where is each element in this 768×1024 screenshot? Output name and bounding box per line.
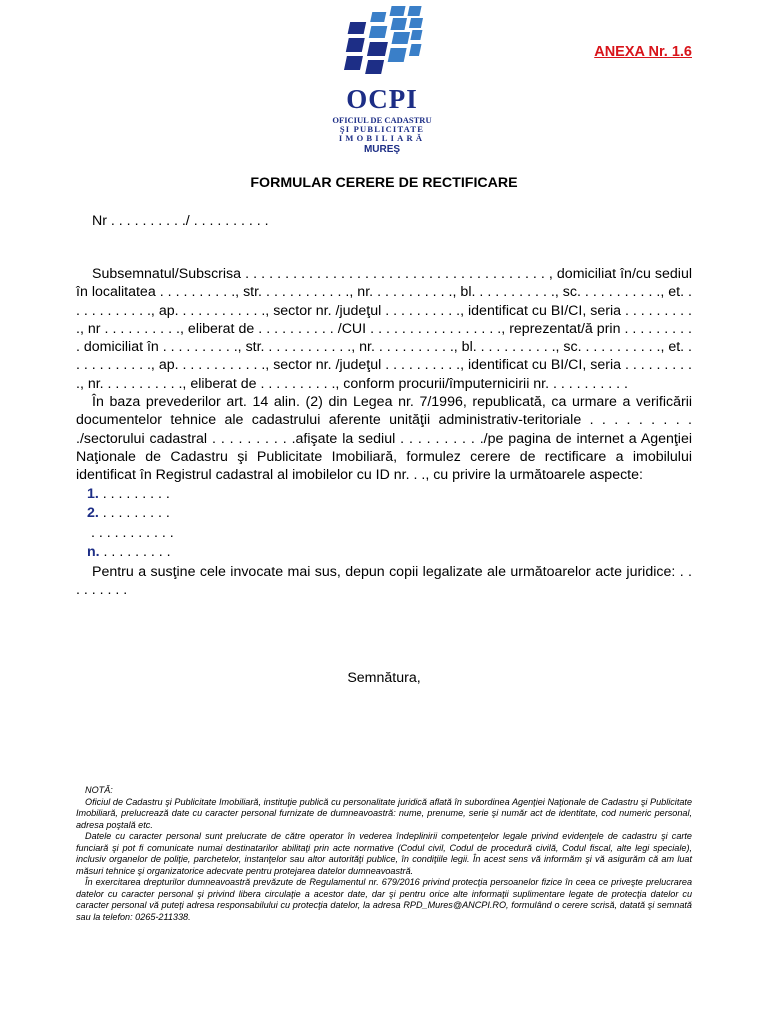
logo-squares-graphic <box>328 4 436 84</box>
privacy-note <box>76 785 692 923</box>
logo-line-2: ŞI PUBLICITATE <box>339 124 425 134</box>
item-dots: . . . . . . . . . <box>99 544 171 561</box>
form-title: FORMULAR CERERE DE RECTIFICARE <box>250 175 518 191</box>
item-dots: . . . . . . . . . . . <box>87 524 174 541</box>
logo-city: MUREŞ <box>363 144 401 155</box>
item-number: 2. <box>87 505 99 522</box>
supporting-documents-paragraph: Pentru a susţine cele invocate mai sus, depun copii legalizate ale următoarelor acte juridice: . . . . . . . . . <box>76 563 692 598</box>
item-number: 1. <box>87 485 99 502</box>
logo-line-1: OFICIUL DE CADASTRU <box>332 115 432 125</box>
applicant-paragraph: Subsemnatul/Subscrisa . . . . . . . . . . . . . . . . . . . . . . . . . . . . . . . . . . . . . . , domiciliat în/cu sediul în localitatea . . . . . . . . . ., str. . . . . . . . . . . ., nr. . . . . . . . . . ., bl. . . . . . . . . . ., sc. . . . . . . . . . ., et. . . . . . . . . . . ., ap. . . . . . . . . . . ., sector nr. /judeţul . . . . . . . . . ., identificat cu BI/CI, seria . . . . . . . . . ., nr . . . . . . . . . ., eliberat de . . . . . . . . . . /CUI . . . . . . . . . . . . . . . . ., reprezentat/ă prin . . . . . . . . . . domiciliat în . . . . . . . . . ., str. . . . . . . . . . . ., nr. . . . . . . . . . ., bl. . . . . . . . . . ., sc. . . . . . . . . . ., et. . . . . . . . . . . ., ap. . . . . . . . . . . ., sector nr. /judeţul . . . . . . . . . ., identificat cu BI/CI, seria . . . . . . . . . ., nr. . . . . . . . . . ., eliberat de . . . . . . . . . ., conform procurii/împuternicirii nr. . . . . . . . . . . <box>76 266 692 392</box>
annex-label: ANEXA Nr. 1.6 <box>594 44 692 60</box>
signature-label: Semnătura, <box>347 670 421 686</box>
note-paragraph-3: În exercitarea drepturilor dumneavoastră prevăzute de Regulamentul nr. 679/2016 privind protecţia persoanelor fizice în ceea ce priveşte prelucrarea datelor cu caracter personal şi privind libera circulaţie a acestor date, dar şi pentru orice alte informaţii suplimentare legate de protecţia datelor cu caracter personal vă puteţi adresa responsabilului cu protecţia datelor, la adresa RPD_Mures@ANCPI.RO, formulând o cerere scrisă, datată şi semnată sau la telefon: 0265-211338. <box>76 877 692 922</box>
logo-line-3: IMOBILIARĂ <box>338 133 426 143</box>
legal-basis-paragraph: În baza prevederilor art. 14 alin. (2) din Legea nr. 7/1996, republicată, ca urmare a verificării documentelor tehnice ale cadastrului aferente unităţii administrativ-teritoriale . . . . . . . . . ./sectorului cadastral . . . . . . . . . .afişate la sediul . . . . . . . . . ./pe pagina de internet a Agenţiei Naţionale de Cadastru şi Publicitate Imobiliară, formulez cerere de rectificare a imobilului identificat în Registrul cadastral al imobilelor cu ID nr. . ., cu privire la următoarele aspecte: <box>76 394 692 484</box>
list-item <box>87 485 692 505</box>
list-item <box>87 504 692 524</box>
form-body <box>76 265 692 599</box>
list-item <box>87 524 692 544</box>
logo-acronym: OCPI <box>346 84 418 114</box>
aspects-list <box>76 485 692 563</box>
item-number: n. <box>87 544 100 561</box>
note-paragraph-2: Datele cu caracter personal sunt prelucrate de către operator în vederea îndeplinirii competenţelor legale privind evidenţele de cadastru şi carte funciară şi pot fi comunicate numai destinatarilor abilitaţi prin acte normative (Codul civil, Codul de procedură civilă, Codul fiscal, alte legi speciale), inclusiv organelor de poliţie, parchetelor, instanţelor sau altor autorităţi publice, în condiţiile legii. În acest sens vă informăm şi vă asigurăm că am luat măsuri tehnice şi organizatorice adecvate pentru protejarea datelor dumneavoastră. <box>76 831 692 876</box>
item-dots: . . . . . . . . . <box>98 485 170 502</box>
item-dots: . . . . . . . . . <box>98 505 170 522</box>
ocpi-logo <box>328 4 436 154</box>
list-item <box>87 543 692 563</box>
note-heading: NOTĂ: <box>85 785 113 795</box>
registration-number-line: Nr . . . . . . . . . ./ . . . . . . . . . . <box>92 213 269 229</box>
note-paragraph-1: Oficiul de Cadastru şi Publicitate Imobiliară, instituţie publică cu personalitate juridică aflată în subordinea Agenţiei Naţionale de Cadastru şi Publicitate Imobiliară, prelucrează date cu caracter personal furnizate de dumneavoastră: nume, prenume, serie şi număr act de identitate, cod numeric personal, adresa poştală etc. <box>76 796 692 830</box>
